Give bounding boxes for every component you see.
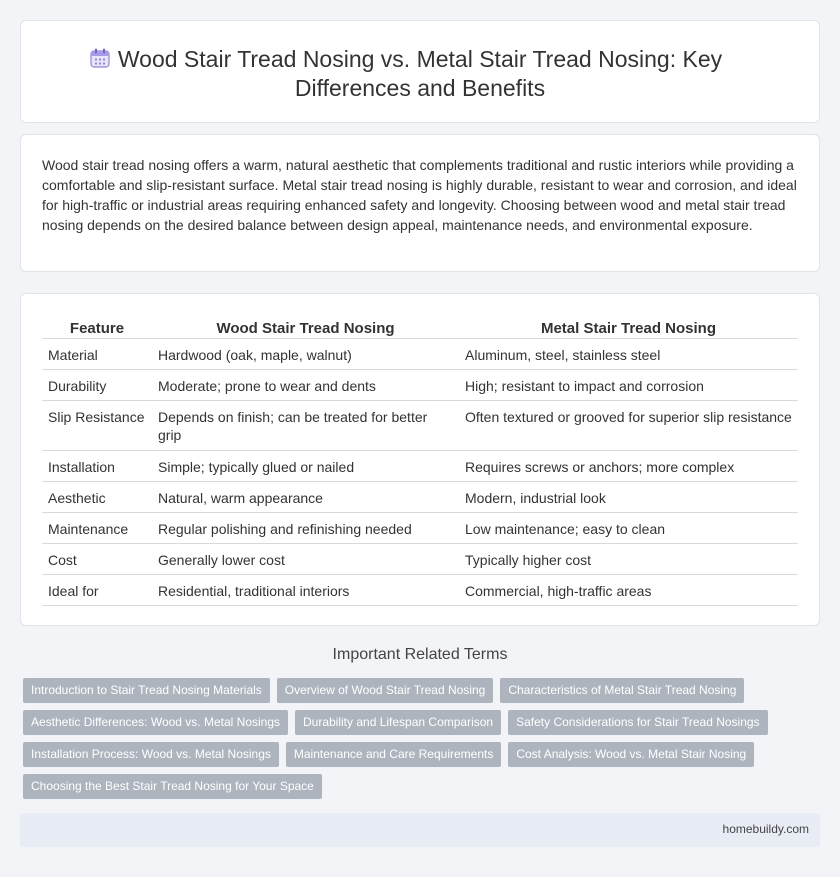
- wood-cell: Depends on finish; can be treated for better grip: [152, 400, 459, 450]
- metal-cell: Commercial, high-traffic areas: [459, 574, 798, 605]
- related-term-tag[interactable]: Characteristics of Metal Stair Tread Nosing: [500, 678, 744, 703]
- feature-cell: Material: [42, 338, 152, 369]
- wood-cell: Residential, traditional interiors: [152, 574, 459, 605]
- related-terms-list: [23, 678, 823, 806]
- related-term-tag[interactable]: Installation Process: Wood vs. Metal Nosings: [23, 742, 279, 767]
- metal-cell: Typically higher cost: [459, 543, 798, 574]
- comparison-table: [42, 316, 798, 606]
- wood-cell: Simple; typically glued or nailed: [152, 450, 459, 481]
- metal-cell: Aluminum, steel, stainless steel: [459, 338, 798, 369]
- feature-cell: Durability: [42, 369, 152, 400]
- comparison-table-card: [20, 293, 820, 626]
- related-terms-heading: Important Related Terms: [332, 646, 508, 663]
- feature-cell: Maintenance: [42, 512, 152, 543]
- footer: [20, 813, 820, 847]
- related-term-tag[interactable]: Cost Analysis: Wood vs. Metal Stair Nosing: [508, 742, 754, 767]
- feature-cell: Cost: [42, 543, 152, 574]
- intro-paragraph: Wood stair tread nosing offers a warm, natural aesthetic that complements traditional and rustic interiors while providing a comfortable and slip-resistant surface. Metal stair tread nosing is highly durable, resistant to wear and corrosion, and ideal for high-traffic or industrial areas requiring enhanced safety and longevity. Choosing between wood and metal stair tread nosing depends on the desired balance between design appeal, maintenance needs, and environmental exposure.: [42, 157, 797, 233]
- related-term-tag[interactable]: Overview of Wood Stair Tread Nosing: [277, 678, 494, 703]
- related-term-tag[interactable]: Introduction to Stair Tread Nosing Materials: [23, 678, 270, 703]
- table-row: [42, 574, 798, 605]
- table-row: [42, 512, 798, 543]
- wood-cell: Regular polishing and refinishing needed: [152, 512, 459, 543]
- column-header-metal: Metal Stair Tread Nosing: [459, 316, 798, 338]
- table-row: [42, 369, 798, 400]
- wood-cell: Moderate; prone to wear and dents: [152, 369, 459, 400]
- related-term-tag[interactable]: Aesthetic Differences: Wood vs. Metal Nosings: [23, 710, 288, 735]
- metal-cell: Often textured or grooved for superior slip resistance: [459, 400, 798, 450]
- column-header-wood: Wood Stair Tread Nosing: [152, 316, 459, 338]
- wood-cell: Hardwood (oak, maple, walnut): [152, 338, 459, 369]
- metal-cell: Low maintenance; easy to clean: [459, 512, 798, 543]
- site-name[interactable]: homebuildy.com: [722, 822, 809, 836]
- table-row: [42, 338, 798, 369]
- related-term-tag[interactable]: Durability and Lifespan Comparison: [295, 710, 501, 735]
- table-row: [42, 450, 798, 481]
- feature-cell: Slip Resistance: [42, 400, 152, 450]
- wood-cell: Generally lower cost: [152, 543, 459, 574]
- feature-cell: Ideal for: [42, 574, 152, 605]
- table-row: [42, 400, 798, 450]
- page-title: Wood Stair Tread Nosing vs. Metal Stair Tread Nosing: Key Differences and Benefits: [117, 46, 723, 101]
- table-row: [42, 481, 798, 512]
- metal-cell: Modern, industrial look: [459, 481, 798, 512]
- table-row: [42, 543, 798, 574]
- related-term-tag[interactable]: Choosing the Best Stair Tread Nosing for Your Space: [23, 774, 322, 799]
- table-header-row: [42, 316, 798, 338]
- intro-card: [20, 134, 820, 272]
- wood-cell: Natural, warm appearance: [152, 481, 459, 512]
- related-term-tag[interactable]: Maintenance and Care Requirements: [286, 742, 501, 767]
- column-header-feature: Feature: [42, 316, 152, 338]
- metal-cell: Requires screws or anchors; more complex: [459, 450, 798, 481]
- feature-cell: Aesthetic: [42, 481, 152, 512]
- feature-cell: Installation: [42, 450, 152, 481]
- metal-cell: High; resistant to impact and corrosion: [459, 369, 798, 400]
- title-card: [20, 20, 820, 123]
- related-term-tag[interactable]: Safety Considerations for Stair Tread Nosings: [508, 710, 767, 735]
